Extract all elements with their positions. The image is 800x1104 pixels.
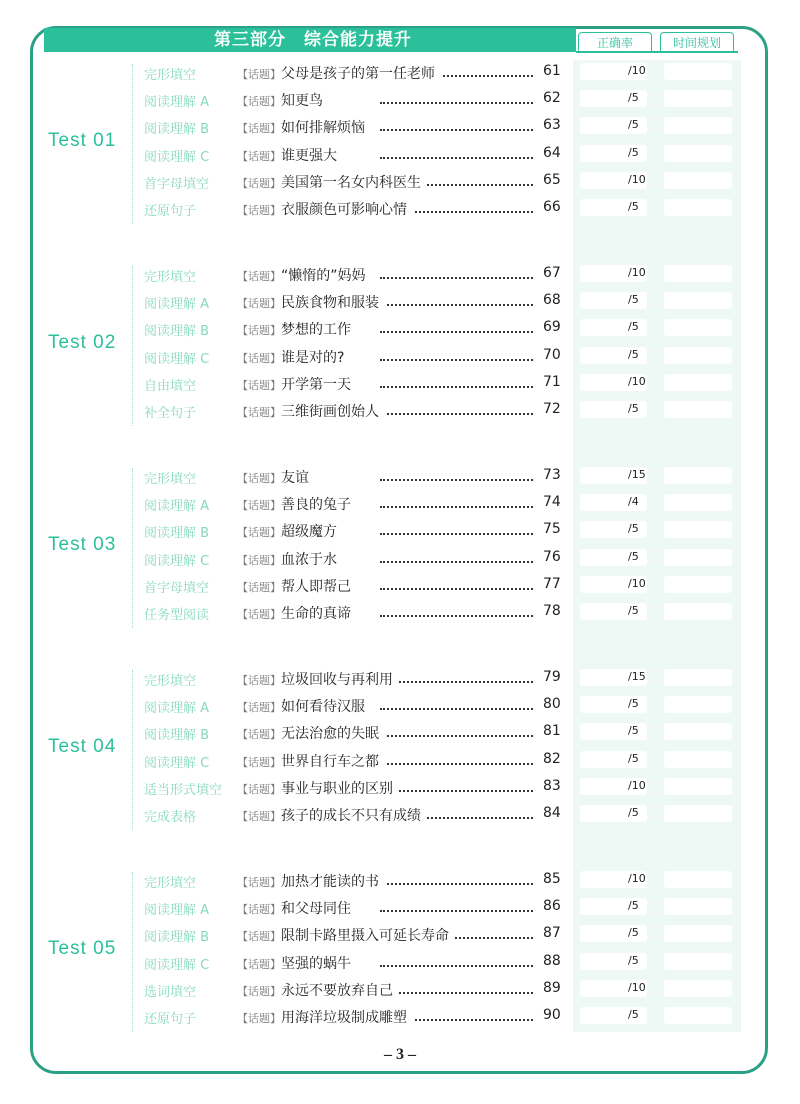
page-ref: 85 xyxy=(543,871,561,887)
topic-tag: 【话题】 xyxy=(237,95,281,109)
page-ref: 66 xyxy=(543,199,561,215)
exercise-type: 首字母填空 xyxy=(144,176,210,192)
score-total: /10 xyxy=(628,576,646,590)
score-total: /5 xyxy=(628,953,639,967)
toc-row xyxy=(0,142,800,169)
topic-tag: 【话题】 xyxy=(237,553,281,567)
toc-row xyxy=(0,114,800,141)
toc-row xyxy=(0,87,800,114)
topic-title: 善良的兔子 xyxy=(281,494,357,514)
score-box[interactable] xyxy=(580,145,647,162)
score-box[interactable] xyxy=(580,117,647,134)
score-box[interactable] xyxy=(580,980,647,997)
topic-title: 无法治愈的失眠 xyxy=(281,723,385,743)
tab-underline xyxy=(576,51,738,53)
page-ref: 90 xyxy=(543,1007,561,1023)
time-box[interactable] xyxy=(664,347,732,364)
topic-tag: 【话题】 xyxy=(237,378,281,392)
time-box[interactable] xyxy=(664,374,732,391)
score-total: /5 xyxy=(628,200,639,213)
toc-row xyxy=(0,196,800,223)
leader-dots xyxy=(380,533,533,535)
exercise-type: 还原句子 xyxy=(144,1012,197,1027)
page-ref: 87 xyxy=(543,925,561,942)
topic-tag: 【话题】 xyxy=(237,1012,281,1025)
time-box[interactable] xyxy=(664,401,732,418)
score-box[interactable] xyxy=(580,953,647,970)
toc-row xyxy=(0,802,800,829)
time-box[interactable] xyxy=(664,265,732,282)
score-total: /5 xyxy=(628,604,639,617)
score-total: /5 xyxy=(628,402,639,415)
topic-tag: 【话题】 xyxy=(237,176,281,190)
toc-row xyxy=(0,666,800,693)
page-ref: 63 xyxy=(543,117,561,134)
topic-title: 父母是孩子的第一任老师 xyxy=(281,63,441,83)
toc-row xyxy=(0,398,800,425)
time-box[interactable] xyxy=(664,549,732,566)
page-ref: 73 xyxy=(543,467,561,483)
leader-dots xyxy=(380,331,533,333)
topic-tag: 【话题】 xyxy=(237,204,281,217)
topic-title: 梦想的工作 xyxy=(281,319,357,339)
topic-title: 谁更强大 xyxy=(281,145,343,165)
time-box[interactable] xyxy=(664,521,732,538)
leader-dots xyxy=(380,790,533,792)
score-total: /15 xyxy=(628,468,646,481)
topic-title: 孩子的成长不只有成绩 xyxy=(281,805,427,825)
toc-row xyxy=(0,518,800,545)
score-box[interactable] xyxy=(580,292,647,309)
toc-row xyxy=(0,977,800,1004)
topic-title: 民族食物和服装 xyxy=(281,292,385,312)
score-total: /5 xyxy=(628,145,639,159)
leader-dots xyxy=(380,910,533,912)
score-box[interactable] xyxy=(580,871,647,888)
score-total: /10 xyxy=(628,778,646,792)
leader-dots xyxy=(380,561,533,563)
exercise-type: 阅读理解 C xyxy=(144,755,210,771)
test-label: Test 03 xyxy=(48,534,117,555)
toc-row xyxy=(0,169,800,196)
tab-accuracy: 正确率 xyxy=(578,32,652,52)
topic-tag: 【话题】 xyxy=(237,903,281,917)
topic-title: 帮人即帮己 xyxy=(281,576,357,596)
leader-dots xyxy=(380,588,533,590)
score-total: /10 xyxy=(628,172,646,186)
exercise-type: 自由填空 xyxy=(144,378,197,394)
score-box[interactable] xyxy=(580,576,647,593)
score-box[interactable] xyxy=(580,521,647,538)
score-total: /5 xyxy=(628,549,639,563)
score-box[interactable] xyxy=(580,265,647,282)
exercise-type: 完形填空 xyxy=(144,876,197,891)
leader-dots xyxy=(380,359,533,361)
page-ref: 82 xyxy=(543,750,561,767)
time-box[interactable] xyxy=(664,63,732,80)
topic-tag: 【话题】 xyxy=(237,472,281,485)
leader-dots xyxy=(380,735,533,737)
page-ref: 78 xyxy=(543,603,561,619)
topic-title: 知更鸟 xyxy=(281,90,329,110)
score-total: /5 xyxy=(628,926,639,940)
score-total: /5 xyxy=(628,806,639,819)
time-box[interactable] xyxy=(664,494,732,511)
exercise-type: 阅读理解 C xyxy=(144,957,210,973)
time-box[interactable] xyxy=(664,467,732,484)
page-ref: 86 xyxy=(543,898,561,915)
leader-dots xyxy=(380,102,533,104)
score-box[interactable] xyxy=(580,494,647,511)
leader-dots xyxy=(380,708,533,710)
topic-title: 三维街画创始人 xyxy=(281,401,385,421)
exercise-type: 完形填空 xyxy=(144,674,197,689)
time-box[interactable] xyxy=(664,696,732,713)
score-total: /10 xyxy=(628,374,646,388)
exercise-type: 完成表格 xyxy=(144,810,197,825)
topic-tag: 【话题】 xyxy=(237,782,281,796)
topic-title: 世界自行车之都 xyxy=(281,751,385,771)
score-total: /5 xyxy=(628,91,639,105)
topic-tag: 【话题】 xyxy=(237,580,281,594)
page-ref: 74 xyxy=(543,494,561,511)
time-box[interactable] xyxy=(664,145,732,162)
toc-row xyxy=(0,464,800,491)
exercise-type: 阅读理解 A xyxy=(144,95,210,111)
time-box[interactable] xyxy=(664,751,732,768)
time-box[interactable] xyxy=(664,576,732,593)
topic-title: 垃圾回收与再利用 xyxy=(281,669,399,689)
time-box[interactable] xyxy=(664,1007,732,1024)
topic-tag: 【话题】 xyxy=(237,149,281,163)
page-ref: 68 xyxy=(543,292,561,309)
test-label: Test 02 xyxy=(48,332,117,353)
leader-dots xyxy=(380,615,533,617)
topic-tag: 【话题】 xyxy=(237,876,281,889)
exercise-type: 阅读理解 C xyxy=(144,149,210,165)
exercise-type: 完形填空 xyxy=(144,68,197,83)
score-box[interactable] xyxy=(580,374,647,391)
page-ref: 70 xyxy=(543,346,561,363)
topic-tag: 【话题】 xyxy=(237,984,281,998)
exercise-type: 阅读理解 B xyxy=(144,324,210,340)
page-ref: 71 xyxy=(543,373,561,390)
topic-title: “懒惰的”妈妈 xyxy=(281,265,372,285)
score-box[interactable] xyxy=(580,898,647,915)
topic-title: 血浓于水 xyxy=(281,549,343,569)
topic-title: 开学第一天 xyxy=(281,374,357,394)
time-box[interactable] xyxy=(664,603,732,620)
exercise-type: 阅读理解 B xyxy=(144,930,210,946)
toc-row xyxy=(0,720,800,747)
score-box[interactable] xyxy=(580,778,647,795)
score-total: /10 xyxy=(628,64,646,77)
page-ref: 88 xyxy=(543,952,561,969)
score-box[interactable] xyxy=(580,347,647,364)
score-total: /5 xyxy=(628,697,639,711)
score-box[interactable] xyxy=(580,172,647,189)
score-total: /5 xyxy=(628,118,639,132)
exercise-type: 选词填空 xyxy=(144,984,197,1000)
page-ref: 83 xyxy=(543,777,561,794)
leader-dots xyxy=(380,129,533,131)
score-box[interactable] xyxy=(580,199,647,216)
toc-row xyxy=(0,262,800,289)
topic-title: 谁是对的? xyxy=(281,347,350,367)
score-total: /10 xyxy=(628,980,646,994)
exercise-type: 还原句子 xyxy=(144,204,197,219)
score-total: /5 xyxy=(628,724,639,738)
score-total: /5 xyxy=(628,751,639,765)
score-box[interactable] xyxy=(580,319,647,336)
topic-tag: 【话题】 xyxy=(237,728,281,742)
score-box[interactable] xyxy=(580,696,647,713)
topic-tag: 【话题】 xyxy=(237,499,281,513)
topic-title: 用海洋垃圾制成雕塑 xyxy=(281,1007,413,1027)
section-title: 第三部分 综合能力提升 xyxy=(214,30,412,50)
time-box[interactable] xyxy=(664,871,732,888)
topic-tag: 【话题】 xyxy=(237,930,281,944)
score-box[interactable] xyxy=(580,603,647,620)
time-box[interactable] xyxy=(664,723,732,740)
time-box[interactable] xyxy=(664,172,732,189)
toc-row xyxy=(0,693,800,720)
leader-dots xyxy=(380,277,533,279)
topic-tag: 【话题】 xyxy=(237,351,281,365)
exercise-type: 阅读理解 A xyxy=(144,903,210,919)
score-total: /10 xyxy=(628,872,646,885)
time-box[interactable] xyxy=(664,292,732,309)
score-total: /5 xyxy=(628,320,639,334)
exercise-type: 任务型阅读 xyxy=(144,608,210,623)
leader-dots xyxy=(380,479,533,481)
toc-row xyxy=(0,868,800,895)
topic-tag: 【话题】 xyxy=(237,674,281,687)
time-box[interactable] xyxy=(664,980,732,997)
page-ref: 76 xyxy=(543,548,561,565)
toc-row xyxy=(0,600,800,627)
topic-tag: 【话题】 xyxy=(237,406,281,419)
toc-row xyxy=(0,546,800,573)
time-box[interactable] xyxy=(664,199,732,216)
page-number: – 3 – xyxy=(384,1046,416,1063)
exercise-type: 阅读理解 B xyxy=(144,728,210,744)
toc-row xyxy=(0,573,800,600)
score-total: /5 xyxy=(628,1008,639,1021)
tab-time-plan: 时间规划 xyxy=(660,32,734,52)
exercise-type: 阅读理解 B xyxy=(144,526,210,542)
score-total: /5 xyxy=(628,293,639,307)
topic-title: 衣服颜色可影响心情 xyxy=(281,199,413,219)
topic-tag: 【话题】 xyxy=(237,68,281,81)
topic-title: 事业与职业的区别 xyxy=(281,778,399,798)
exercise-type: 阅读理解 A xyxy=(144,701,210,717)
exercise-type: 适当形式填空 xyxy=(144,782,223,798)
time-box[interactable] xyxy=(664,778,732,795)
topic-title: 超级魔方 xyxy=(281,521,343,541)
toc-row xyxy=(0,895,800,922)
test-label: Test 05 xyxy=(48,938,117,959)
time-box[interactable] xyxy=(664,90,732,107)
page-ref: 67 xyxy=(543,265,561,281)
page-ref: 69 xyxy=(543,319,561,336)
exercise-type: 阅读理解 C xyxy=(144,553,210,569)
page-ref: 61 xyxy=(543,63,561,79)
page-ref: 64 xyxy=(543,144,561,161)
topic-tag: 【话题】 xyxy=(237,297,281,311)
score-box[interactable] xyxy=(580,90,647,107)
score-total: /10 xyxy=(628,266,646,279)
topic-title: 限制卡路里摄入可延长寿命 xyxy=(281,925,455,945)
leader-dots xyxy=(380,304,533,306)
toc-row xyxy=(0,922,800,949)
topic-title: 加热才能读的书 xyxy=(281,871,385,891)
toc-row xyxy=(0,775,800,802)
exercise-type: 完形填空 xyxy=(144,472,197,487)
topic-tag: 【话题】 xyxy=(237,608,281,621)
test-label: Test 04 xyxy=(48,736,117,757)
toc-row xyxy=(0,748,800,775)
time-box[interactable] xyxy=(664,669,732,686)
topic-tag: 【话题】 xyxy=(237,122,281,136)
score-box[interactable] xyxy=(580,669,647,686)
topic-title: 坚强的蜗牛 xyxy=(281,953,357,973)
time-box[interactable] xyxy=(664,805,732,822)
leader-dots xyxy=(380,681,533,683)
page-ref: 81 xyxy=(543,723,561,740)
leader-dots xyxy=(380,965,533,967)
exercise-type: 阅读理解 A xyxy=(144,297,210,313)
exercise-type: 补全句子 xyxy=(144,406,197,421)
toc-row xyxy=(0,344,800,371)
topic-title: 美国第一名女内科医生 xyxy=(281,172,427,192)
score-total: /5 xyxy=(628,522,639,536)
leader-dots xyxy=(380,992,533,994)
score-total: /4 xyxy=(628,495,639,509)
time-box[interactable] xyxy=(664,953,732,970)
score-box[interactable] xyxy=(580,925,647,942)
page-ref: 72 xyxy=(543,401,561,417)
score-box[interactable] xyxy=(580,723,647,740)
toc-row xyxy=(0,491,800,518)
topic-title: 生命的真谛 xyxy=(281,603,357,623)
leader-dots xyxy=(380,883,533,885)
topic-tag: 【话题】 xyxy=(237,270,281,283)
page-ref: 77 xyxy=(543,575,561,592)
topic-tag: 【话题】 xyxy=(237,324,281,338)
topic-title: 如何排解烦恼 xyxy=(281,117,371,137)
topic-title: 友谊 xyxy=(281,467,315,487)
exercise-type: 阅读理解 A xyxy=(144,499,210,515)
leader-dots xyxy=(380,386,533,388)
score-total: /5 xyxy=(628,347,639,361)
topic-tag: 【话题】 xyxy=(237,755,281,769)
time-box[interactable] xyxy=(664,117,732,134)
topic-title: 永远不要放弃自己 xyxy=(281,980,399,1000)
test-label: Test 01 xyxy=(48,130,117,151)
leader-dots xyxy=(380,157,533,159)
score-box[interactable] xyxy=(580,751,647,768)
topic-tag: 【话题】 xyxy=(237,526,281,540)
score-box[interactable] xyxy=(580,467,647,484)
score-box[interactable] xyxy=(580,1007,647,1024)
time-box[interactable] xyxy=(664,898,732,915)
leader-dots xyxy=(380,763,533,765)
score-total: /15 xyxy=(628,670,646,683)
toc-row xyxy=(0,289,800,316)
score-box[interactable] xyxy=(580,549,647,566)
page-ref: 79 xyxy=(543,669,561,685)
topic-tag: 【话题】 xyxy=(237,701,281,715)
toc-row xyxy=(0,371,800,398)
topic-title: 和父母同住 xyxy=(281,898,357,918)
toc-row xyxy=(0,1004,800,1031)
score-box[interactable] xyxy=(580,805,647,822)
toc-row xyxy=(0,950,800,977)
time-box[interactable] xyxy=(664,925,732,942)
exercise-type: 首字母填空 xyxy=(144,580,210,596)
score-total: /5 xyxy=(628,899,639,913)
score-box[interactable] xyxy=(580,401,647,418)
time-box[interactable] xyxy=(664,319,732,336)
page-ref: 75 xyxy=(543,521,561,538)
toc-row xyxy=(0,316,800,343)
page-ref: 84 xyxy=(543,805,561,821)
page-ref: 65 xyxy=(543,171,561,188)
page-ref: 89 xyxy=(543,979,561,996)
leader-dots xyxy=(380,506,533,508)
topic-title: 如何看待汉服 xyxy=(281,696,371,716)
exercise-type: 阅读理解 B xyxy=(144,122,210,138)
page-ref: 62 xyxy=(543,90,561,107)
exercise-type: 阅读理解 C xyxy=(144,351,210,367)
topic-tag: 【话题】 xyxy=(237,810,281,823)
topic-tag: 【话题】 xyxy=(237,957,281,971)
score-box[interactable] xyxy=(580,63,647,80)
page-ref: 80 xyxy=(543,696,561,713)
exercise-type: 完形填空 xyxy=(144,270,197,285)
leader-dots xyxy=(380,413,533,415)
toc-row xyxy=(0,60,800,87)
